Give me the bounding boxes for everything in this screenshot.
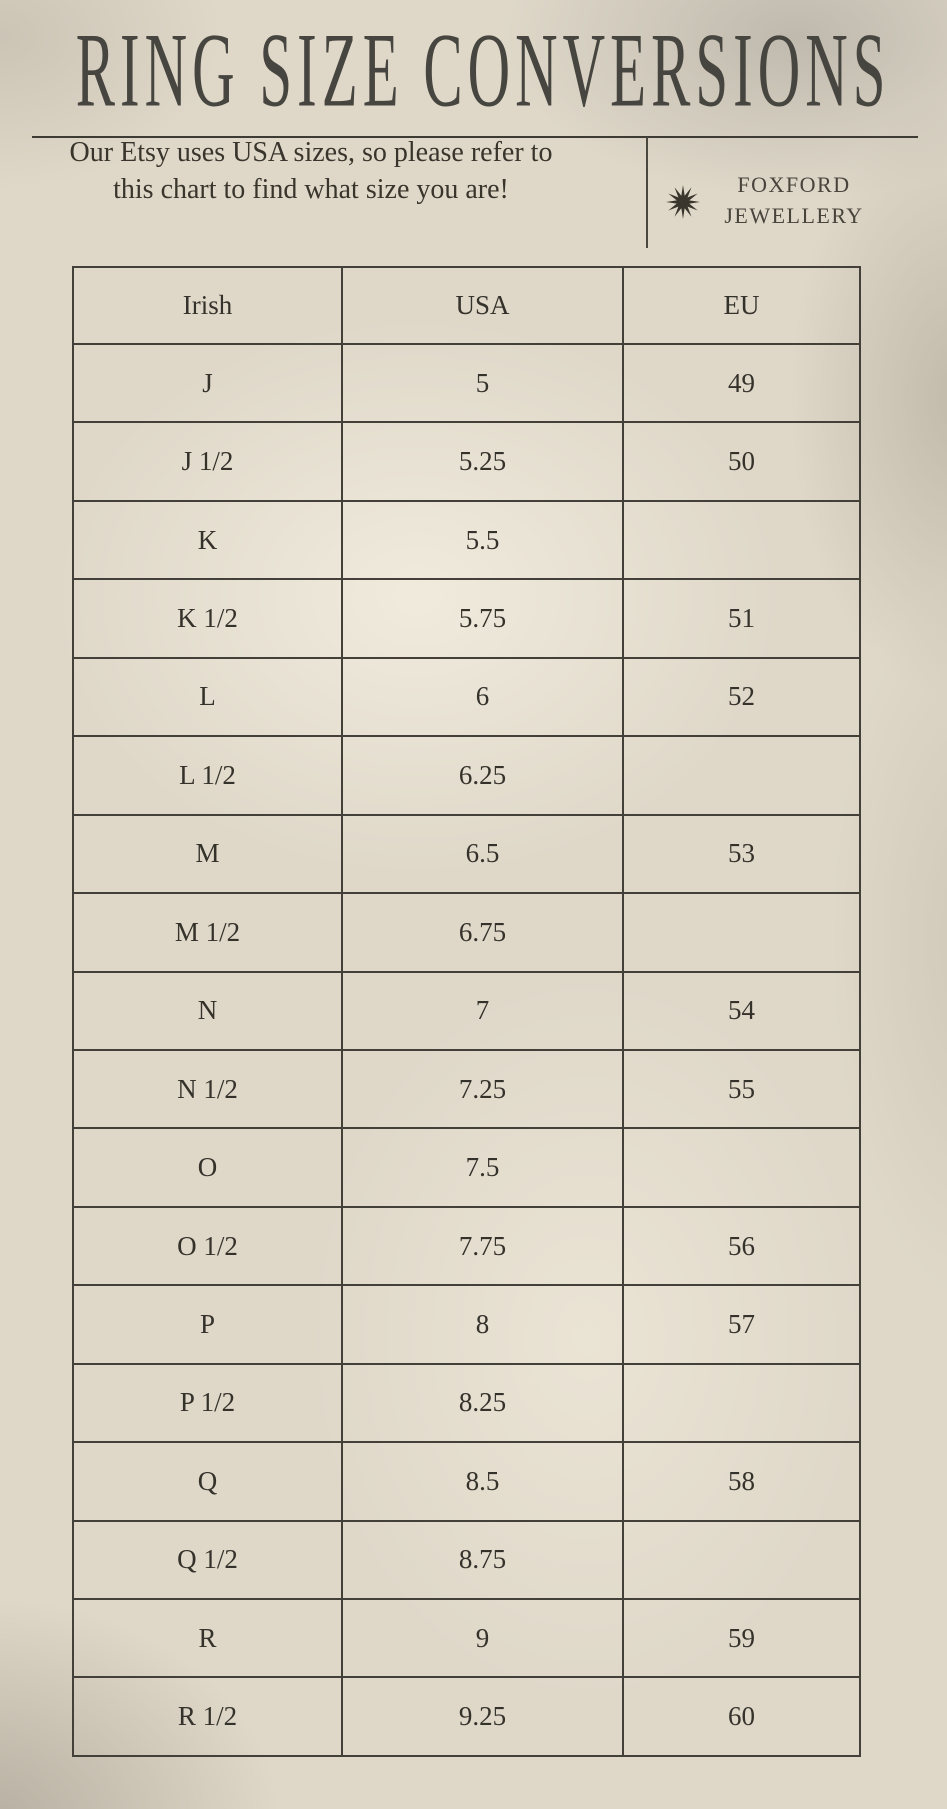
- table-cell: [623, 1364, 860, 1442]
- column-header-usa: USA: [342, 267, 623, 344]
- table-row: [73, 972, 860, 1050]
- table-cell: 5: [342, 344, 623, 422]
- table-cell: 7.75: [342, 1207, 623, 1285]
- table-cell: 6.25: [342, 736, 623, 814]
- table-cell: Q: [73, 1442, 342, 1520]
- table-cell: 55: [623, 1050, 860, 1128]
- table-cell: [623, 501, 860, 579]
- table-cell: P: [73, 1285, 342, 1363]
- table-cell: Q 1/2: [73, 1521, 342, 1599]
- table-cell: J: [73, 344, 342, 422]
- table-cell: 9.25: [342, 1677, 623, 1756]
- table-row: [73, 501, 860, 579]
- table-cell: N 1/2: [73, 1050, 342, 1128]
- brand-name-line-1: FOXFORD: [737, 172, 851, 197]
- table-header-row: [73, 267, 860, 344]
- table-row: [73, 579, 860, 657]
- table-cell: 8: [342, 1285, 623, 1363]
- table-cell: 51: [623, 579, 860, 657]
- table-cell: 49: [623, 344, 860, 422]
- table-cell: 57: [623, 1285, 860, 1363]
- table-cell: 9: [342, 1599, 623, 1677]
- brand-name: [704, 169, 884, 231]
- vertical-divider-line: [646, 137, 648, 248]
- table-cell: 7.25: [342, 1050, 623, 1128]
- table-cell: O 1/2: [73, 1207, 342, 1285]
- table-cell: N: [73, 972, 342, 1050]
- table-row: [73, 1128, 860, 1206]
- table-cell: L 1/2: [73, 736, 342, 814]
- table-row: [73, 658, 860, 736]
- table-row: [73, 1285, 860, 1363]
- table-cell: 6: [342, 658, 623, 736]
- table-cell: 60: [623, 1677, 860, 1756]
- table-row: [73, 1442, 860, 1520]
- brand-name-line-2: JEWELLERY: [724, 203, 864, 228]
- table-cell: J 1/2: [73, 422, 342, 500]
- table-cell: 6.5: [342, 815, 623, 893]
- table-cell: [623, 736, 860, 814]
- table-cell: 58: [623, 1442, 860, 1520]
- table-cell: O: [73, 1128, 342, 1206]
- table-cell: 53: [623, 815, 860, 893]
- table-cell: M: [73, 815, 342, 893]
- page-title: RING SIZE CONVERSIONS: [75, 12, 891, 130]
- table-cell: K 1/2: [73, 579, 342, 657]
- table-cell: 7: [342, 972, 623, 1050]
- table-row: [73, 1599, 860, 1677]
- table-row: [73, 1677, 860, 1756]
- table-cell: 8.25: [342, 1364, 623, 1442]
- table-cell: L: [73, 658, 342, 736]
- table-cell: R 1/2: [73, 1677, 342, 1756]
- table-row: [73, 1364, 860, 1442]
- table-cell: 8.75: [342, 1521, 623, 1599]
- table-cell: M 1/2: [73, 893, 342, 971]
- table-cell: 50: [623, 422, 860, 500]
- column-header-irish: Irish: [73, 267, 342, 344]
- table-cell: 5.75: [342, 579, 623, 657]
- table-row: [73, 344, 860, 422]
- conversion-table: [72, 266, 861, 1757]
- table-cell: 59: [623, 1599, 860, 1677]
- table-cell: 54: [623, 972, 860, 1050]
- table-cell: 5.5: [342, 501, 623, 579]
- table-cell: 52: [623, 658, 860, 736]
- table-cell: 8.5: [342, 1442, 623, 1520]
- table-cell: 56: [623, 1207, 860, 1285]
- table-cell: [623, 1521, 860, 1599]
- table-row: [73, 1207, 860, 1285]
- table-row: [73, 1050, 860, 1128]
- conversion-table-container: [72, 266, 859, 1757]
- table-cell: [623, 1128, 860, 1206]
- table-cell: 6.75: [342, 893, 623, 971]
- starburst-icon: [666, 185, 700, 219]
- brand-logo: [660, 160, 890, 240]
- subtitle-line-1: Our Etsy uses USA sizes, so please refer to: [69, 137, 553, 168]
- table-row: [73, 893, 860, 971]
- table-row: [73, 815, 860, 893]
- table-row: [73, 1521, 860, 1599]
- table-cell: K: [73, 501, 342, 579]
- table-cell: 7.5: [342, 1128, 623, 1206]
- table-row: [73, 422, 860, 500]
- table-cell: 5.25: [342, 422, 623, 500]
- subtitle-line-2: this chart to find what size you are!: [113, 174, 509, 205]
- table-row: [73, 736, 860, 814]
- table-cell: [623, 893, 860, 971]
- subtitle: [30, 134, 592, 208]
- column-header-eu: EU: [623, 267, 860, 344]
- table-cell: R: [73, 1599, 342, 1677]
- table-cell: P 1/2: [73, 1364, 342, 1442]
